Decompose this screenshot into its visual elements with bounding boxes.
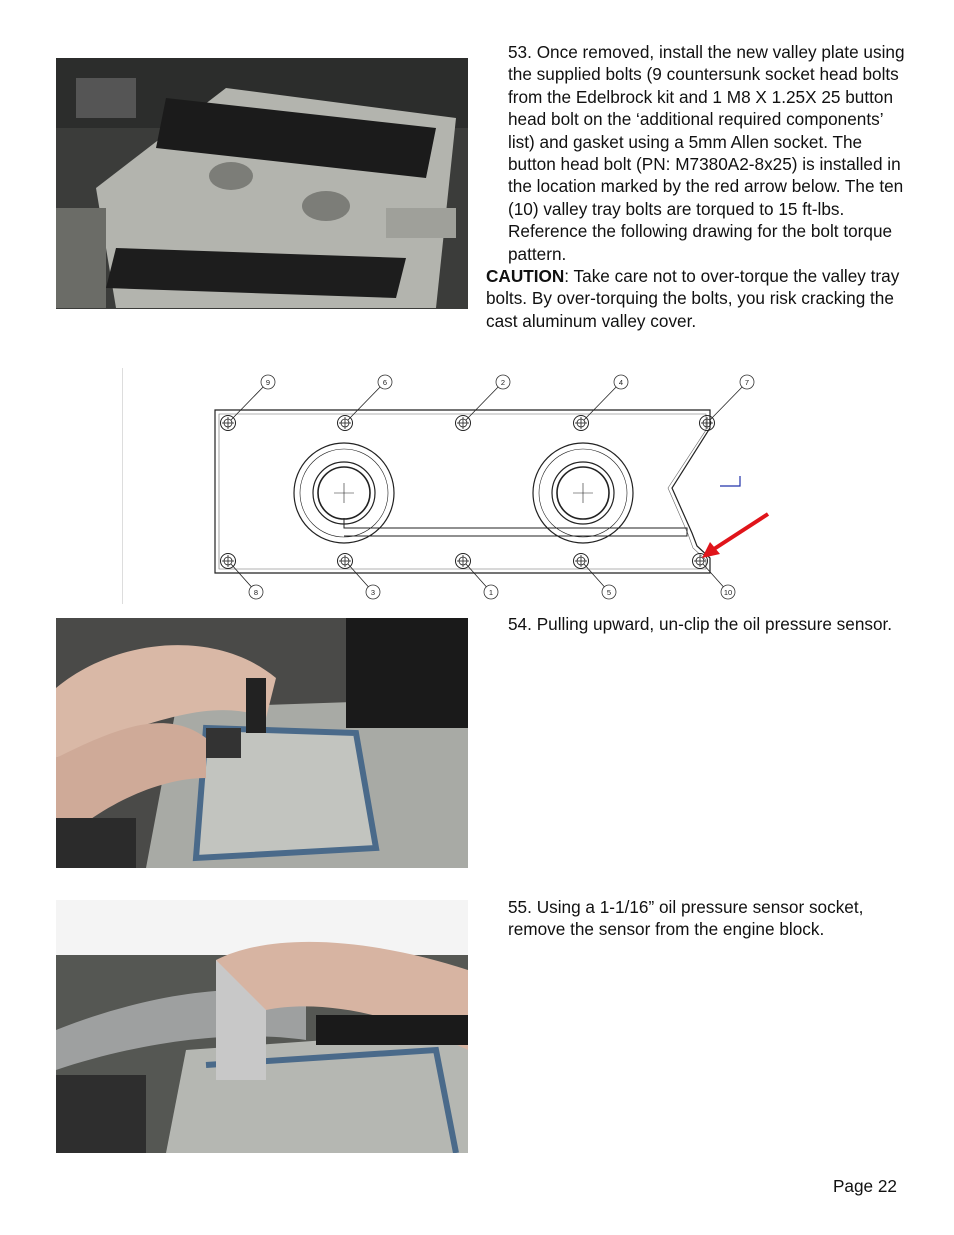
valley-plate-outline (215, 410, 710, 573)
svg-text:9: 9 (265, 377, 271, 387)
page-number: Page 22 (832, 1176, 897, 1196)
photo-oil-sensor-removal (56, 900, 468, 1153)
step-54-number: 54. (508, 614, 532, 634)
svg-text:10: 10 (723, 587, 733, 597)
photo-valley-plate (56, 58, 468, 309)
svg-text:1: 1 (488, 587, 494, 597)
step-55-body: Using a 1-1/16” oil pressure sensor socket, remove the sensor from the engine block. (508, 897, 864, 940)
caution-label: CAUTION (486, 266, 565, 287)
step-53-number: 53. (508, 42, 532, 62)
step-54-text (486, 613, 906, 635)
bolt-label-7 (710, 375, 754, 420)
bolt-label-10 (703, 564, 735, 599)
bolt-torque-diagram (122, 368, 802, 604)
bolt-label-6 (348, 375, 392, 420)
caution-text: : Take care not to over-torque the valley tray bolts. By over-torquing the bolts, you risk cracking the cast aluminum valley cover. (486, 266, 900, 331)
svg-text:5: 5 (606, 587, 612, 597)
step-55-text (486, 896, 906, 941)
bolt-label-4 (584, 375, 628, 420)
svg-text:4: 4 (618, 377, 624, 387)
svg-text:2: 2 (500, 377, 506, 387)
photo-oil-sensor-unclip (56, 618, 468, 868)
step-55-number: 55. (508, 897, 532, 917)
step-53-text (486, 41, 906, 332)
red-arrow-indicator (702, 514, 768, 558)
svg-text:8: 8 (253, 587, 259, 597)
svg-text:3: 3 (370, 587, 376, 597)
bolt-label-9 (231, 375, 275, 420)
step-54-body: Pulling upward, un-clip the oil pressure sensor. (536, 614, 893, 634)
bolt-label-2 (466, 375, 510, 420)
svg-text:6: 6 (382, 377, 388, 387)
svg-text:7: 7 (744, 377, 750, 387)
step-53-body: Once removed, install the new valley plate using the supplied bolts (9 countersunk socket head bolts from the Edelbrock kit and 1 M8 X 1.25X 25 button head bolt on the ‘additional required components’ list) and gasket using a 5mm Allen socket. The button head bolt (PN: M7380A2-8x25) is installed in the location marked by the red arrow below. The ten (10) valley tray bolts are torqued to 15 ft-lbs. Reference the following drawing for the bolt torque pattern. (508, 42, 905, 264)
